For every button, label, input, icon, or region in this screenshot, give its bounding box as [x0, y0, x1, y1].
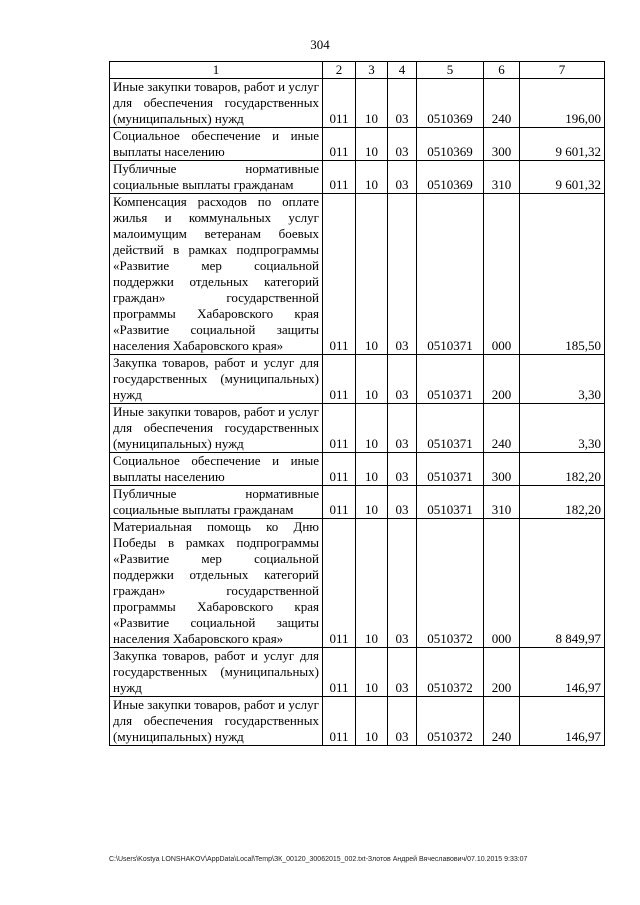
subsection-cell: 03: [388, 519, 417, 648]
amount-cell: 182,20: [520, 486, 605, 519]
target-article-cell: 0510371: [417, 355, 484, 404]
column-header: 5: [417, 62, 484, 79]
row-name-cell: Иные закупки товаров, работ и услуг для обеспечения государственных (муниципальных) нужд: [110, 697, 323, 746]
column-header: 2: [323, 62, 356, 79]
table-row: [110, 519, 605, 648]
target-article-cell: 0510369: [417, 128, 484, 161]
amount-cell: 3,30: [520, 355, 605, 404]
column-header: 1: [110, 62, 323, 79]
file-path-footer: C:\Users\Kostya LONSHAKOV\AppData\Local\Temp\ЗК_00120_30062015_002.txt-Злотов Андрей Вячеславович/07.10.2015 9:33:07: [109, 856, 528, 863]
admin-code-cell: 011: [323, 519, 356, 648]
subsection-cell: 03: [388, 128, 417, 161]
expense-type-cell: 000: [484, 519, 520, 648]
row-name-cell: Закупка товаров, работ и услуг для государственных (муниципальных) нужд: [110, 648, 323, 697]
expense-type-cell: 000: [484, 194, 520, 355]
subsection-cell: 03: [388, 404, 417, 453]
amount-cell: 185,50: [520, 194, 605, 355]
admin-code-cell: 011: [323, 453, 356, 486]
amount-cell: 9 601,32: [520, 161, 605, 194]
subsection-cell: 03: [388, 453, 417, 486]
target-article-cell: 0510371: [417, 486, 484, 519]
table-row: [110, 128, 605, 161]
expense-type-cell: 300: [484, 128, 520, 161]
row-name-cell: Иные закупки товаров, работ и услуг для обеспечения государственных (муниципальных) нужд: [110, 404, 323, 453]
table-row: [110, 161, 605, 194]
target-article-cell: 0510372: [417, 519, 484, 648]
expense-type-cell: 300: [484, 453, 520, 486]
section-cell: 10: [356, 404, 388, 453]
table-row: [110, 453, 605, 486]
admin-code-cell: 011: [323, 161, 356, 194]
section-cell: 10: [356, 355, 388, 404]
section-cell: 10: [356, 648, 388, 697]
target-article-cell: 0510369: [417, 161, 484, 194]
target-article-cell: 0510371: [417, 404, 484, 453]
table-row: [110, 355, 605, 404]
expense-type-cell: 240: [484, 404, 520, 453]
admin-code-cell: 011: [323, 128, 356, 161]
column-header: 3: [356, 62, 388, 79]
section-cell: 10: [356, 79, 388, 128]
page-number: 304: [310, 37, 330, 52]
section-cell: 10: [356, 161, 388, 194]
amount-cell: 8 849,97: [520, 519, 605, 648]
subsection-cell: 03: [388, 486, 417, 519]
budget-table: [109, 61, 605, 746]
subsection-cell: 03: [388, 697, 417, 746]
amount-cell: 146,97: [520, 697, 605, 746]
row-name-cell: Закупка товаров, работ и услуг для государственных (муниципальных) нужд: [110, 355, 323, 404]
admin-code-cell: 011: [323, 486, 356, 519]
table-header-row: [110, 62, 605, 79]
subsection-cell: 03: [388, 79, 417, 128]
expense-type-cell: 200: [484, 355, 520, 404]
admin-code-cell: 011: [323, 79, 356, 128]
amount-cell: 196,00: [520, 79, 605, 128]
row-name-cell: Иные закупки товаров, работ и услуг для обеспечения государственных (муниципальных) нужд: [110, 79, 323, 128]
target-article-cell: 0510369: [417, 79, 484, 128]
admin-code-cell: 011: [323, 355, 356, 404]
row-name-cell: Материальная помощь ко Дню Победы в рамках подпрограммы «Развитие мер социальной поддержки отдельных категорий граждан» государственной программы Хабаровского края «Развитие социальной защиты населения Хабаровского края»: [110, 519, 323, 648]
subsection-cell: 03: [388, 194, 417, 355]
subsection-cell: 03: [388, 648, 417, 697]
row-name-cell: Публичные нормативные социальные выплаты гражданам: [110, 486, 323, 519]
target-article-cell: 0510371: [417, 453, 484, 486]
table-row: [110, 79, 605, 128]
column-header: 7: [520, 62, 605, 79]
table-row: [110, 486, 605, 519]
section-cell: 10: [356, 453, 388, 486]
expense-type-cell: 240: [484, 697, 520, 746]
admin-code-cell: 011: [323, 404, 356, 453]
amount-cell: 182,20: [520, 453, 605, 486]
subsection-cell: 03: [388, 161, 417, 194]
table-row: [110, 697, 605, 746]
target-article-cell: 0510372: [417, 648, 484, 697]
expense-type-cell: 240: [484, 79, 520, 128]
column-header: 4: [388, 62, 417, 79]
expense-type-cell: 310: [484, 486, 520, 519]
amount-cell: 9 601,32: [520, 128, 605, 161]
table-row: [110, 194, 605, 355]
expense-type-cell: 200: [484, 648, 520, 697]
admin-code-cell: 011: [323, 648, 356, 697]
table-row: [110, 404, 605, 453]
table-row: [110, 648, 605, 697]
amount-cell: 146,97: [520, 648, 605, 697]
section-cell: 10: [356, 128, 388, 161]
section-cell: 10: [356, 486, 388, 519]
section-cell: 10: [356, 194, 388, 355]
row-name-cell: Публичные нормативные социальные выплаты гражданам: [110, 161, 323, 194]
section-cell: 10: [356, 519, 388, 648]
subsection-cell: 03: [388, 355, 417, 404]
section-cell: 10: [356, 697, 388, 746]
target-article-cell: 0510372: [417, 697, 484, 746]
column-header: 6: [484, 62, 520, 79]
admin-code-cell: 011: [323, 697, 356, 746]
target-article-cell: 0510371: [417, 194, 484, 355]
row-name-cell: Компенсация расходов по оплате жилья и коммунальных услуг малоимущим ветеранам боевых действий в рамках подпрограммы «Развитие мер социальной поддержки отдельных категорий граждан» государственной программы Хабаровского края «Развитие социальной защиты населения Хабаровского края»: [110, 194, 323, 355]
amount-cell: 3,30: [520, 404, 605, 453]
expense-type-cell: 310: [484, 161, 520, 194]
admin-code-cell: 011: [323, 194, 356, 355]
row-name-cell: Социальное обеспечение и иные выплаты населению: [110, 128, 323, 161]
row-name-cell: Социальное обеспечение и иные выплаты населению: [110, 453, 323, 486]
